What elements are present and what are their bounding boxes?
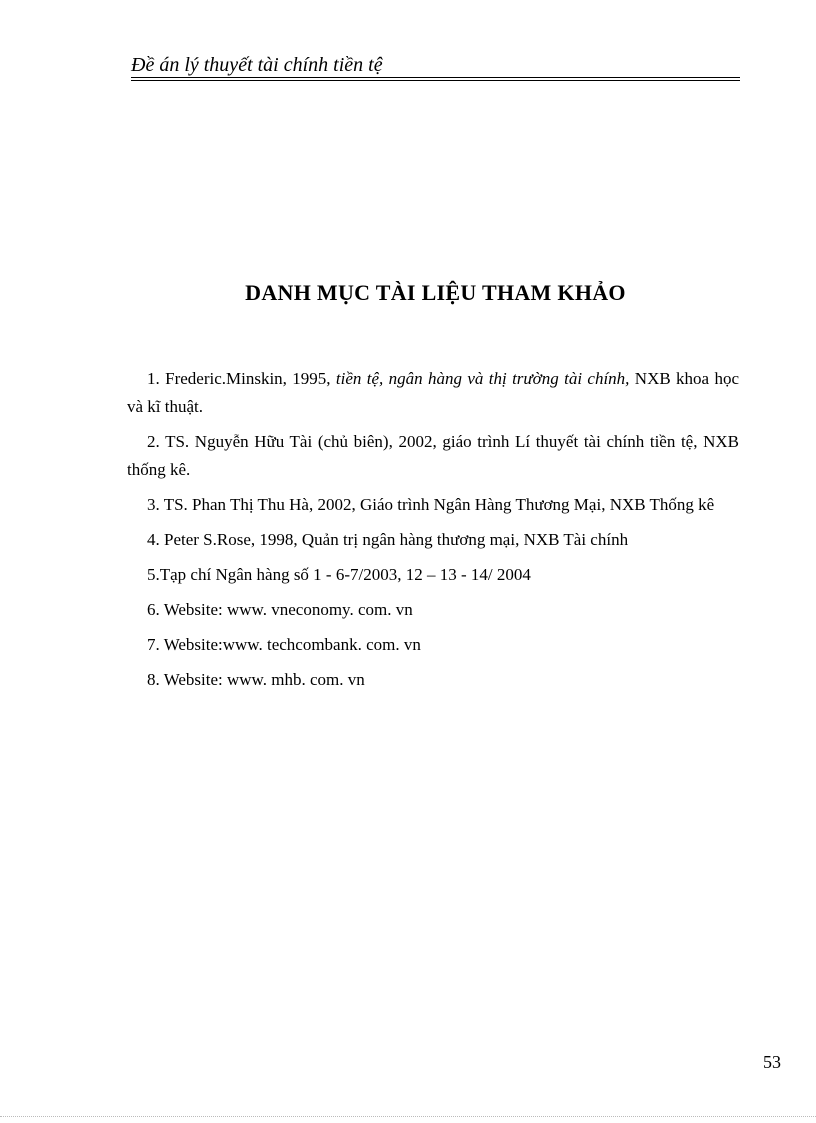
reference-text: 6. Website: www. vneconomy. com. vn — [147, 600, 413, 619]
reference-item — [127, 365, 739, 421]
reference-text-tail: NXB khoa học và kĩ thuật. — [127, 369, 739, 416]
reference-list — [127, 365, 739, 701]
reference-text: 4. Peter S.Rose, 1998, Quản trị ngân hàng thương mại, NXB Tài chính — [147, 530, 629, 549]
reference-text: 1. Frederic.Minskin, 1995, — [147, 369, 336, 388]
reference-item — [127, 561, 739, 589]
reference-text: 3. TS. Phan Thị Thu Hà, 2002, Giáo trình Ngân Hàng Thương Mại, NXB Thống kê — [147, 495, 715, 514]
running-header-title: Đề án lý thuyết tài chính tiền tệ — [131, 54, 383, 76]
reference-item — [127, 666, 739, 694]
reference-text: 2. TS. Nguyễn Hữu Tài (chủ biên), 2002, giáo trình Lí thuyết tài chính tiền tệ, NXB thống kê. — [127, 432, 739, 479]
reference-item — [127, 491, 739, 519]
reference-italic-title: tiền tệ, ngân hàng và thị trường tài chính, — [335, 369, 630, 388]
page-number: 53 — [763, 1052, 781, 1072]
reference-item — [127, 428, 739, 484]
reference-text: 5.Tạp chí Ngân hàng số 1 - 6-7/2003, 12 – 13 - 14/ 2004 — [147, 565, 531, 584]
reference-item — [127, 631, 739, 659]
reference-text: 7. Website:www. techcombank. com. vn — [147, 635, 421, 654]
reference-item — [127, 526, 739, 554]
running-header — [131, 53, 740, 81]
reference-text: 8. Website: www. mhb. com. vn — [147, 670, 365, 689]
reference-item — [127, 596, 739, 624]
page-title: DANH MỤC TÀI LIỆU THAM KHẢO — [245, 280, 626, 305]
page-edge-divider — [0, 1116, 816, 1117]
